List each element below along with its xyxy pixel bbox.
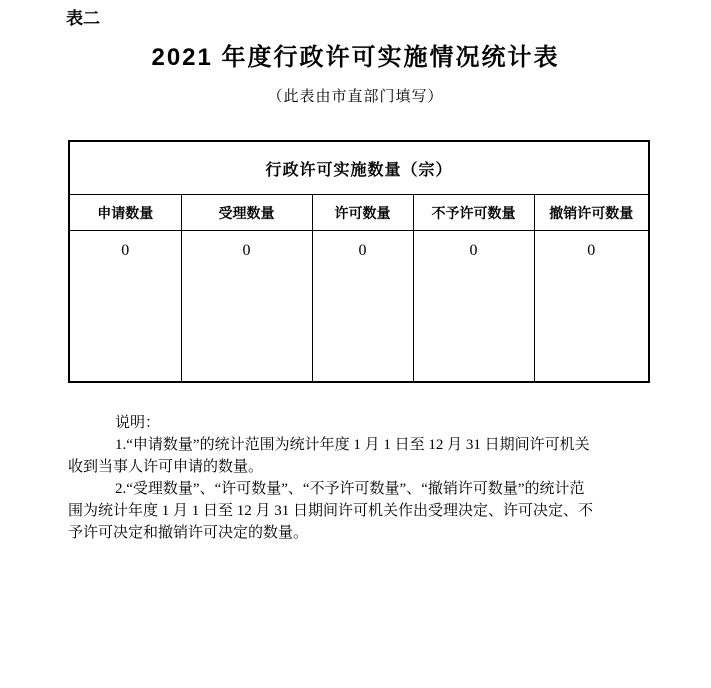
column-header-application-count: 申请数量 xyxy=(69,195,181,231)
page-subtitle: （此表由市直部门填写） xyxy=(267,89,444,105)
column-header-revocation-count: 撤销许可数量 xyxy=(534,195,649,231)
table-number-label: 表二 xyxy=(66,9,100,28)
note-2-line-1: 2.“受理数量”、“许可数量”、“不予许可数量”、“撤销许可数量”的统计范 xyxy=(115,481,585,497)
cell-application-count[interactable]: 0 xyxy=(69,231,181,383)
note-1-line-1: 1.“申请数量”的统计范围为统计年度 1 月 1 日至 12 月 31 日期间许可机关 xyxy=(115,437,590,453)
notes-section xyxy=(68,412,650,544)
note-2-line-3: 予许可决定和撤销许可决定的数量。 xyxy=(68,525,309,541)
column-header-denial-count: 不予许可数量 xyxy=(413,195,534,231)
cell-denial-count[interactable]: 0 xyxy=(413,231,534,383)
cell-license-count[interactable]: 0 xyxy=(312,231,413,383)
table-column-header-row xyxy=(69,195,649,231)
table-data-row xyxy=(69,231,649,383)
statistics-table-container xyxy=(68,140,648,383)
column-header-license-count: 许可数量 xyxy=(312,195,413,231)
column-header-acceptance-count: 受理数量 xyxy=(181,195,312,231)
table-merged-header-row xyxy=(69,141,649,195)
statistics-table xyxy=(68,140,650,383)
note-2-line-2: 围为统计年度 1 月 1 日至 12 月 31 日期间许可机关作出受理决定、许可决定、不 xyxy=(68,503,594,519)
note-1-line-2: 收到当事人许可申请的数量。 xyxy=(68,459,264,475)
notes-heading: 说明： xyxy=(115,415,161,431)
page-title: 2021 年度行政许可实施情况统计表 xyxy=(151,44,560,71)
table-merged-header: 行政许可实施数量（宗） xyxy=(69,141,649,195)
cell-acceptance-count[interactable]: 0 xyxy=(181,231,312,383)
cell-revocation-count[interactable]: 0 xyxy=(534,231,649,383)
